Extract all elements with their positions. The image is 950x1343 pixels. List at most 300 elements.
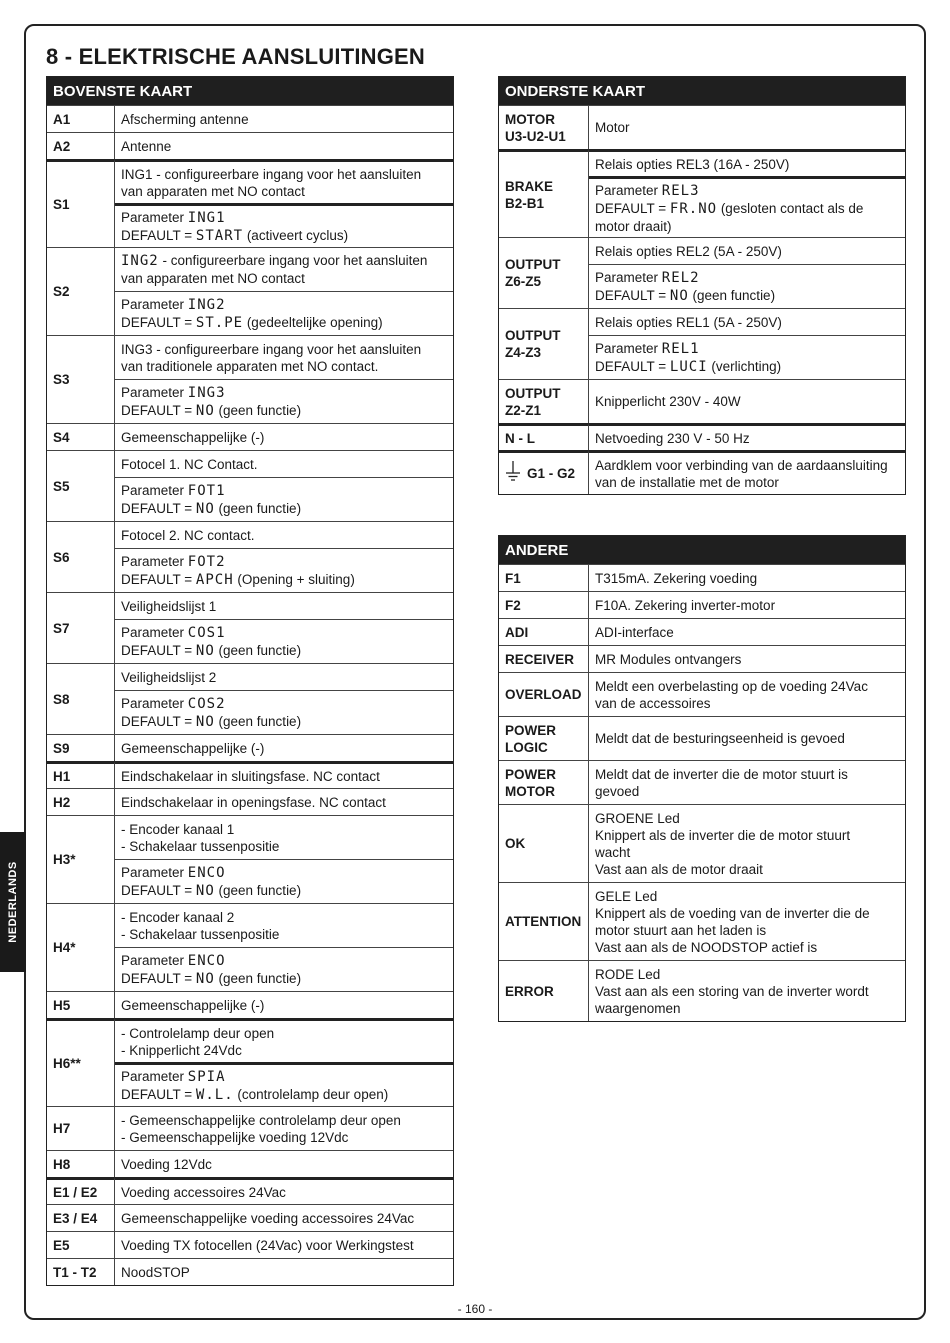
description-line (595, 474, 899, 491)
row-key (47, 105, 115, 132)
description-line (121, 456, 447, 473)
row-description (115, 663, 453, 690)
description-text: - Controlelamp deur open (121, 1025, 275, 1041)
description-line (595, 783, 899, 800)
row-key (47, 247, 115, 335)
default-description: (Opening + sluiting) (233, 571, 355, 587)
row-key (47, 1258, 115, 1285)
description-line (595, 678, 899, 695)
row-key-label (505, 624, 528, 641)
row-key-label: E1 / E2 (53, 1184, 98, 1200)
default-code: NO (195, 402, 215, 419)
parameter-label: Parameter (595, 269, 662, 285)
description-text: - Encoder kanaal 1 (121, 821, 235, 837)
description-line (121, 1025, 447, 1042)
parameter-code: ING1 (187, 209, 226, 226)
description-text: Eindschakelaar in sluitingsfase. NC contact (121, 768, 380, 784)
parameter-label: Parameter (121, 864, 188, 880)
row-description (115, 1106, 453, 1150)
row-key-label: A2 (53, 138, 71, 154)
row-key-label: A1 (53, 111, 71, 127)
default-line (121, 642, 447, 660)
row-key (499, 618, 589, 645)
row-key-label: S3 (53, 372, 70, 387)
description-text: Relais opties REL2 (5A - 250V) (595, 243, 782, 259)
parameter-label: Parameter (595, 182, 662, 198)
row-key (47, 1231, 115, 1258)
default-description: (geen functie) (214, 970, 302, 986)
default-line (121, 314, 447, 332)
row-key (47, 1150, 115, 1177)
parameter-line (121, 1068, 447, 1086)
parameter-code: ING3 (187, 384, 226, 401)
default-code: W.L. (195, 1086, 234, 1103)
parameter-code: ENCO (187, 864, 226, 881)
parameter-line (121, 384, 447, 402)
description-text: van apparaten met NO contact (121, 183, 305, 199)
default-description: (gesloten contact als de (717, 200, 864, 216)
page-title: 8 - ELEKTRISCHE AANSLUITINGEN (46, 44, 426, 69)
description-line (121, 838, 447, 855)
default-label: DEFAULT = (121, 713, 196, 729)
parameter-line (121, 482, 447, 500)
description-line (121, 1042, 447, 1059)
default-description: (geen functie) (688, 287, 776, 303)
parameter-line (121, 296, 447, 314)
row-key (499, 105, 589, 149)
row-key (499, 760, 589, 804)
description-line (595, 570, 899, 587)
default-label: DEFAULT = (121, 500, 196, 516)
row-key-label (527, 465, 575, 482)
parameter-line (595, 269, 899, 287)
row-key (47, 450, 115, 521)
row-description (115, 734, 453, 761)
description-text: Veiligheidslijst 1 (121, 598, 217, 614)
description-line (121, 1112, 447, 1129)
row-key-label: S8 (53, 691, 70, 707)
default-label: DEFAULT = (121, 882, 196, 898)
description-line (121, 926, 447, 943)
description-line (121, 997, 447, 1014)
description-text: - Gemeenschappelijke controlelamp deur open (121, 1112, 401, 1128)
default-label: DEFAULT = (121, 402, 196, 418)
description-line (595, 827, 899, 844)
row-key (499, 423, 589, 450)
default-code: ST.PE (195, 314, 244, 331)
row-key-label (505, 597, 521, 614)
row-description (589, 591, 905, 618)
parameter-label: Parameter (121, 624, 188, 640)
description-text: Voeding 12Vdc (121, 1156, 212, 1172)
parameter-label: Parameter (121, 695, 188, 711)
default-line (121, 227, 447, 245)
row-key-line: B2-B1 (505, 195, 545, 211)
row-key-line: G1 - G2 (527, 466, 576, 481)
description-line (121, 1237, 447, 1254)
row-key (47, 788, 115, 815)
default-description: (geen functie) (214, 882, 302, 898)
parameter-label: Parameter (121, 209, 188, 225)
row-key-label (505, 686, 582, 703)
default-code: NO (195, 500, 215, 517)
default-line (121, 970, 447, 988)
description-line (595, 156, 899, 173)
row-key-label: H4* (53, 940, 76, 955)
description-line (595, 457, 899, 474)
description-line (121, 166, 447, 183)
description-line (595, 695, 899, 712)
parameter-label: Parameter (121, 384, 188, 400)
description-line (121, 768, 447, 785)
row-key-line: Z4-Z3 (505, 345, 542, 360)
page-number: - 160 - (457, 1302, 493, 1316)
description-text: Vast aan als de NOODSTOP actief is (595, 939, 818, 955)
description-text: ING3 - configureerbare ingang voor het aansluiten (121, 341, 422, 357)
row-key-line: ERROR (505, 983, 554, 999)
description-text: NoodSTOP (121, 1264, 190, 1280)
row-description (115, 247, 453, 291)
description-line (595, 766, 899, 783)
row-description (115, 423, 453, 450)
row-key (47, 991, 115, 1018)
row-key-label (505, 722, 556, 756)
description-line (595, 905, 899, 922)
description-line (121, 1156, 447, 1173)
parameter-code: COS1 (187, 624, 226, 641)
description-text: Meldt dat de inverter die de motor stuurt is (595, 766, 848, 782)
parameter-code: SPIA (187, 1068, 226, 1085)
default-line (121, 1086, 447, 1104)
default-label: DEFAULT = (121, 642, 196, 658)
default-line (121, 571, 447, 589)
row-description (589, 804, 905, 882)
row-key-label: H2 (53, 794, 71, 810)
parameter-line (121, 952, 447, 970)
row-key (47, 132, 115, 159)
description-line (121, 1129, 447, 1146)
row-key-label: S4 (53, 429, 70, 445)
default-description: (verlichting) (707, 358, 782, 374)
onderste-kaart-table (498, 76, 906, 495)
row-key (499, 564, 589, 591)
description-text: Relais opties REL3 (16A - 250V) (595, 156, 790, 172)
description-text: Meldt een overbelasting op de voeding 24Vac (595, 678, 868, 694)
row-key-label: S5 (53, 478, 70, 494)
parameter-code: FOT2 (187, 553, 226, 570)
description-text: GROENE Led (595, 810, 680, 826)
row-description (589, 105, 905, 149)
row-key-label: T1 - T2 (53, 1264, 97, 1280)
row-key-label (505, 835, 525, 852)
row-key-label: S2 (53, 284, 70, 299)
row-description (589, 645, 905, 672)
row-key (47, 761, 115, 788)
description-text: - Encoder kanaal 2 (121, 909, 235, 925)
row-key-line: BRAKE (505, 178, 554, 194)
row-description (115, 132, 453, 159)
row-key-line: Z6-Z5 (505, 274, 542, 289)
row-key (499, 645, 589, 672)
row-key-line: OUTPUT (505, 257, 561, 272)
row-description (115, 548, 453, 592)
row-key (499, 716, 589, 760)
default-label: DEFAULT = (121, 227, 196, 243)
row-description (589, 237, 905, 264)
row-key (499, 308, 589, 379)
parameter-label: Parameter (121, 1068, 188, 1084)
default-description: (activeert cyclus) (243, 227, 349, 243)
row-description (589, 149, 905, 176)
parameter-line (121, 209, 447, 227)
description-text: Aardklem voor verbinding van de aardaansluiting (595, 457, 888, 473)
default-label: DEFAULT = (121, 970, 196, 986)
row-description (115, 690, 453, 734)
row-key-label: H8 (53, 1156, 71, 1172)
description-text: Voeding accessoires 24Vac (121, 1184, 286, 1200)
row-description (115, 450, 453, 477)
row-key (47, 159, 115, 247)
row-key (47, 903, 115, 991)
row-description (589, 760, 905, 804)
description-line (595, 939, 899, 956)
description-text: Afscherming antenne (121, 111, 249, 127)
description-text: Fotocel 1. NC Contact. (121, 456, 258, 472)
description-line (595, 1000, 899, 1017)
description-text: - Knipperlicht 24Vdc (121, 1042, 242, 1058)
row-description (589, 450, 905, 494)
default-code: NO (195, 713, 215, 730)
default-description: (geen functie) (214, 713, 302, 729)
row-key (47, 815, 115, 903)
parameter-line (121, 864, 447, 882)
description-text: van traditionele apparaten met NO contact. (121, 358, 379, 374)
description-text: ING1 - configureerbare ingang voor het aansluiten (121, 166, 422, 182)
description-line (121, 1264, 447, 1281)
description-line (595, 810, 899, 827)
description-line (595, 314, 899, 331)
description-text: Motor (595, 120, 630, 135)
description-text: MR Modules ontvangers (595, 651, 742, 667)
description-line (595, 730, 899, 747)
row-key-line: OUTPUT (505, 385, 561, 401)
default-line (595, 200, 899, 218)
parameter-code: ENCO (187, 952, 226, 969)
row-key (499, 149, 589, 237)
description-text: - Gemeenschappelijke voeding 12Vdc (121, 1129, 349, 1145)
description-line (121, 740, 447, 757)
description-text: Eindschakelaar in openingsfase. NC contact (121, 794, 386, 810)
default-code: NO (669, 287, 689, 304)
table-header: BOVENSTE KAART (47, 77, 453, 105)
description-line (595, 119, 899, 136)
row-description (589, 960, 905, 1021)
row-description (115, 1062, 453, 1106)
language-side-tab (0, 832, 26, 972)
description-line (595, 597, 899, 614)
description-text: van de accessoires (595, 695, 711, 711)
parameter-code: REL3 (661, 182, 700, 199)
row-key-label: H3* (53, 852, 76, 867)
row-description (589, 618, 905, 645)
row-key (499, 882, 589, 960)
description-text: RODE Led (595, 966, 661, 982)
parameter-code: REL2 (661, 269, 700, 286)
row-key-line: ADI (505, 624, 529, 640)
row-key-line: RECEIVER (505, 651, 575, 667)
row-key-label: S7 (53, 620, 70, 636)
row-key (499, 379, 589, 423)
description-text: Gemeenschappelijke (-) (121, 429, 265, 445)
description-line (121, 794, 447, 811)
parameter-line (121, 695, 447, 713)
row-description (115, 1204, 453, 1231)
description-line (121, 598, 447, 615)
row-key-line: OVERLOAD (505, 687, 582, 702)
row-key-label: H1 (53, 768, 71, 784)
default-code: NO (195, 642, 215, 659)
description-line (121, 527, 447, 544)
description-line (595, 922, 899, 939)
row-description (589, 176, 905, 237)
parameter-label: Parameter (595, 340, 662, 356)
row-key-line: ATTENTION (505, 914, 582, 929)
default-line (121, 402, 447, 420)
description-line (595, 393, 899, 410)
description-line (595, 651, 899, 668)
row-key (499, 237, 589, 308)
row-description (115, 1018, 453, 1062)
row-key-line: LOGIC (505, 739, 548, 755)
row-description (115, 105, 453, 132)
default-description: (geen functie) (214, 500, 302, 516)
default-code: APCH (195, 571, 234, 588)
description-text: Vast aan als de motor draait (595, 861, 763, 877)
default-code: NO (195, 970, 215, 987)
row-key (499, 804, 589, 882)
parameter-code: COS2 (187, 695, 226, 712)
description-text: van de installatie met de motor (595, 474, 779, 490)
row-description (115, 1258, 453, 1285)
row-description (589, 379, 905, 423)
row-key (47, 663, 115, 734)
description-text: Fotocel 2. NC contact. (121, 527, 255, 543)
description-line (595, 861, 899, 878)
row-description (115, 159, 453, 203)
row-description (115, 335, 453, 379)
row-key-label: H5 (53, 997, 71, 1013)
description-text: Voeding TX fotocellen (24Vac) voor Werkingstest (121, 1237, 414, 1253)
description-text: waargenomen (595, 1000, 681, 1016)
parameter-code: ING2 (121, 253, 159, 269)
description-line (121, 341, 447, 358)
row-key (499, 450, 589, 494)
row-description (115, 203, 453, 247)
description-text: F10A. Zekering inverter-motor (595, 597, 776, 613)
row-key (499, 591, 589, 618)
description-text: Veiligheidslijst 2 (121, 669, 217, 685)
description-line (121, 183, 447, 200)
parameter-code: FOT1 (187, 482, 226, 499)
default-description: (gedeeltelijke opening) (243, 314, 383, 330)
row-key-label: H6** (53, 1056, 81, 1071)
default-label: DEFAULT = (121, 314, 196, 330)
description-text: Gemeenschappelijke (-) (121, 997, 265, 1013)
default-line (121, 882, 447, 900)
row-description (115, 1177, 453, 1204)
row-key-line: N - L (505, 430, 535, 446)
default-label: DEFAULT = (595, 358, 670, 374)
row-key-label (505, 111, 566, 145)
bovenste-kaart-table (46, 76, 454, 1286)
row-key-label (505, 983, 554, 1000)
row-key (47, 1018, 115, 1106)
parameter-label: Parameter (121, 553, 188, 569)
default-label: DEFAULT = (121, 571, 196, 587)
row-key-label: S6 (53, 549, 70, 565)
parameter-line (595, 340, 899, 358)
description-line (121, 138, 447, 155)
row-key-label (505, 385, 561, 419)
parameter-code: ING2 (187, 296, 226, 313)
description-text: motor stuurt aan het laden is (595, 922, 767, 938)
description-text: T315mA. Zekering voeding (595, 570, 758, 586)
description-text: GELE Led (595, 888, 658, 904)
description-line (121, 111, 447, 128)
row-key-label (505, 430, 535, 447)
language-label: NEDERLANDS (7, 861, 19, 943)
description-text: gevoed (595, 783, 640, 799)
description-text: Gemeenschappelijke voeding accessoires 24Vac (121, 1210, 415, 1226)
row-key (47, 1106, 115, 1150)
row-key (47, 592, 115, 663)
row-key-line: OUTPUT (505, 328, 561, 343)
description-text: Gemeenschappelijke (-) (121, 740, 265, 756)
row-key-line: POWER (505, 722, 557, 738)
row-key-label: S1 (53, 197, 70, 212)
row-description (115, 291, 453, 335)
table-header: ANDERE (499, 536, 905, 564)
description-text: wacht (595, 844, 631, 860)
row-key (47, 423, 115, 450)
default-line (595, 358, 899, 376)
parameter-line (121, 553, 447, 571)
description-line (595, 624, 899, 641)
parameter-label: Parameter (121, 296, 188, 312)
ground-icon (505, 461, 521, 487)
description-line (121, 669, 447, 686)
row-key-line: Z2-Z1 (505, 402, 542, 418)
description-line (121, 429, 447, 446)
description-text: ADI-interface (595, 624, 674, 640)
row-key-label (505, 327, 561, 361)
default-code: LUCI (669, 358, 708, 375)
description-text: Relais opties REL1 (5A - 250V) (595, 314, 782, 330)
default-line (121, 500, 447, 518)
row-description (589, 882, 905, 960)
default-description-continued: motor draait) (595, 218, 672, 234)
description-text: Meldt dat de besturingseenheid is gevoed (595, 731, 845, 746)
row-description (589, 308, 905, 335)
parameter-line (595, 182, 899, 200)
row-description (115, 1150, 453, 1177)
row-key-label (505, 178, 553, 212)
row-key (47, 1177, 115, 1204)
table-header: ONDERSTE KAART (499, 77, 905, 105)
row-key-label (505, 766, 556, 800)
row-key-label (505, 256, 561, 290)
row-description (115, 991, 453, 1018)
